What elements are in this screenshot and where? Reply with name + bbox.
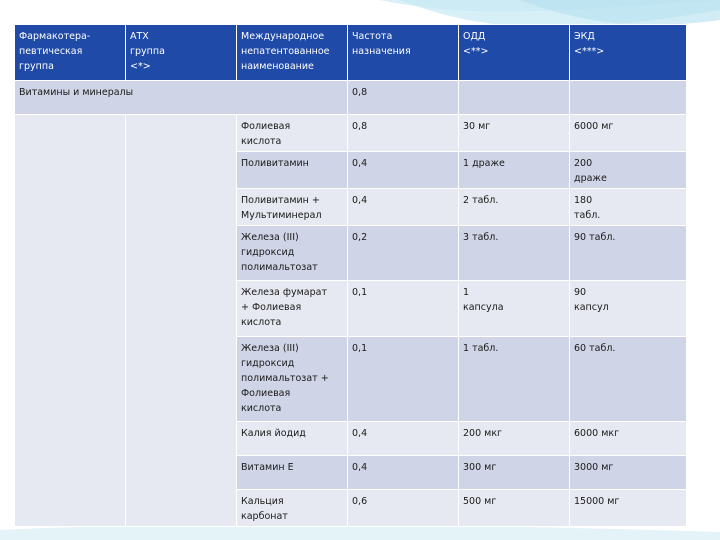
inn-cell: Поливитамин + Мультиминерал [237,189,348,226]
group-ekd-cell [570,81,687,115]
odd-cell: 1 капсула [459,281,570,337]
inn-cell: Калия йодид [237,422,348,456]
inn-cell: Фолиевая кислота [237,115,348,152]
freq-cell: 0,2 [348,226,459,281]
odd-cell: 1 табл. [459,337,570,422]
header-odd: ОДД <**> [459,25,570,81]
freq-cell: 0,1 [348,337,459,422]
freq-cell: 0,6 [348,490,459,527]
odd-cell: 1 драже [459,152,570,189]
freq-cell: 0,1 [348,281,459,337]
header-frequency: Частота назначения [348,25,459,81]
odd-cell: 30 мг [459,115,570,152]
group-freq-cell: 0,8 [348,81,459,115]
inn-cell: Поливитамин [237,152,348,189]
ekd-cell: 180 табл. [570,189,687,226]
drug-table [14,24,687,527]
odd-cell: 500 мг [459,490,570,527]
atc-group-empty-cell [126,115,237,527]
ekd-cell: 90 капсул [570,281,687,337]
group-name-cell: Витамины и минералы [15,81,348,115]
header-inn: Международное непатентованное наименование [237,25,348,81]
table-header-row [15,25,687,81]
odd-cell: 2 табл. [459,189,570,226]
header-atc-group: АТХ группа <*> [126,25,237,81]
group-odd-cell [459,81,570,115]
ekd-cell: 90 табл. [570,226,687,281]
group-row [15,81,687,115]
odd-cell: 3 табл. [459,226,570,281]
inn-cell: Витамин Е [237,456,348,490]
inn-cell: Железа (III) гидроксид полимальтозат + Фолиевая кислота [237,337,348,422]
ekd-cell: 6000 мг [570,115,687,152]
ekd-cell: 15000 мг [570,490,687,527]
table-row [15,115,687,152]
header-pharm-group: Фармакотера- певтическая группа [15,25,126,81]
inn-cell: Железа фумарат + Фолиевая кислота [237,281,348,337]
pharm-group-empty-cell [15,115,126,527]
drug-table-container [14,24,686,527]
inn-cell: Железа (III) гидроксид полимальтозат [237,226,348,281]
freq-cell: 0,8 [348,115,459,152]
ekd-cell: 6000 мкг [570,422,687,456]
ekd-cell: 200 драже [570,152,687,189]
odd-cell: 200 мкг [459,422,570,456]
freq-cell: 0,4 [348,189,459,226]
inn-cell: Кальция карбонат [237,490,348,527]
freq-cell: 0,4 [348,152,459,189]
ekd-cell: 60 табл. [570,337,687,422]
freq-cell: 0,4 [348,422,459,456]
freq-cell: 0,4 [348,456,459,490]
header-ekd: ЭКД <***> [570,25,687,81]
odd-cell: 300 мг [459,456,570,490]
ekd-cell: 3000 мг [570,456,687,490]
